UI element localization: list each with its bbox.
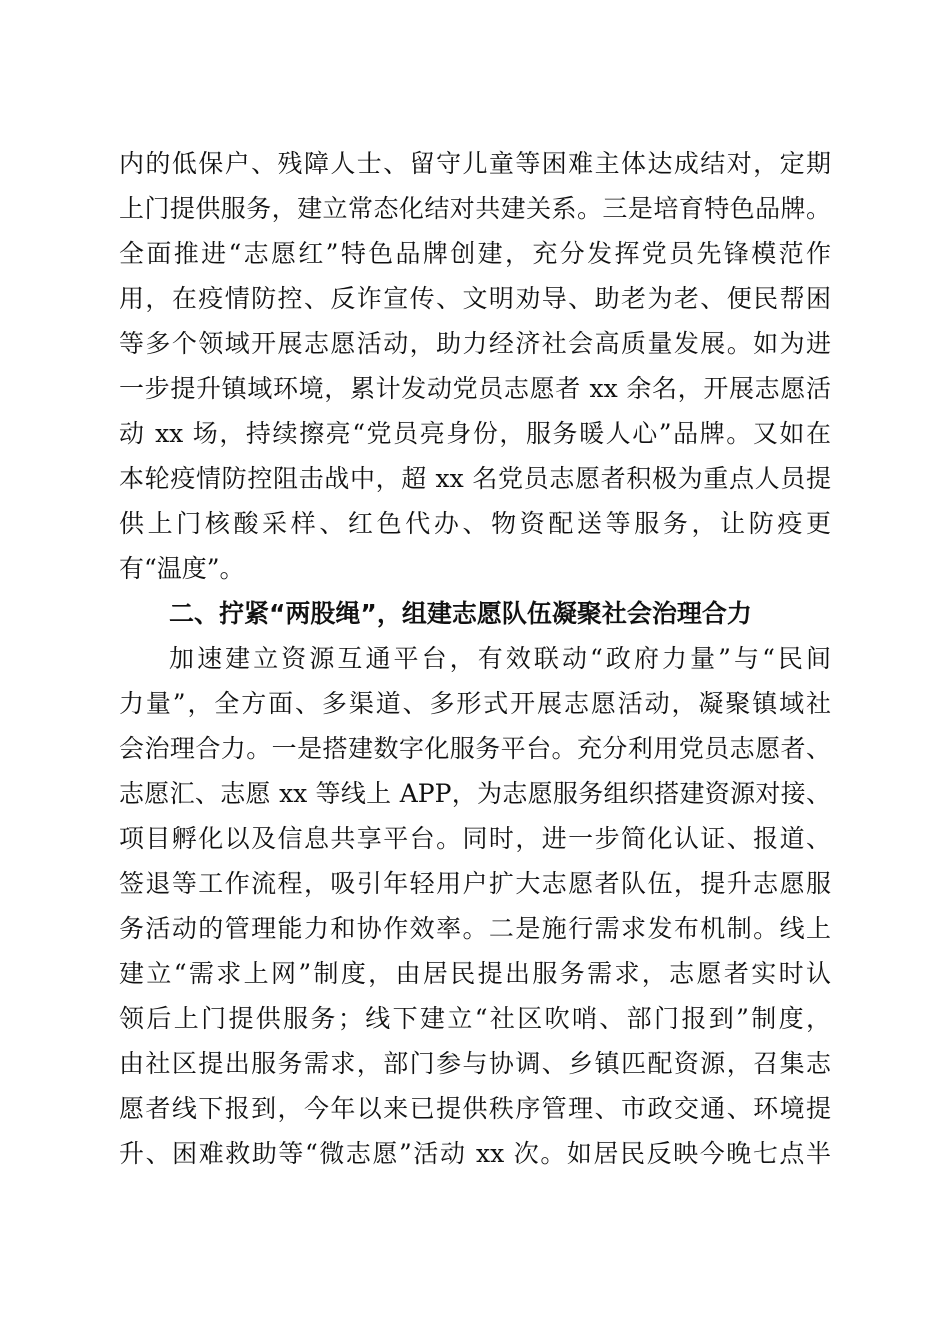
paragraph-1-line: 用，在疫情防控、反诈宣传、文明劝导、助老为老、便民帮困 [119, 284, 831, 313]
paragraph-1-line: 上门提供服务，建立常态化结对共建关系。三是培育特色品牌。 [119, 194, 831, 223]
paragraph-2-line: 愿者线下报到，今年以来已提供秩序管理、市政交通、环境提 [119, 1094, 831, 1123]
paragraph-1-line: 等多个领域开展志愿活动，助力经济社会高质量发展。如为进 [119, 329, 831, 358]
paragraph-2-line: 务活动的管理能力和协作效率。二是施行需求发布机制。线上 [119, 914, 831, 943]
paragraph-2-line: 加速建立资源互通平台，有效联动“政府力量”与“民间 [169, 644, 831, 673]
paragraph-2-line: 由社区提出服务需求，部门参与协调、乡镇匹配资源，召集志 [119, 1049, 831, 1078]
paragraph-1-line: 本轮疫情防控阻击战中，超 xx 名党员志愿者积极为重点人员提 [119, 464, 831, 493]
paragraph-2-line: 项目孵化以及信息共享平台。同时，进一步简化认证、报道、 [119, 824, 831, 853]
paragraph-2-line: 升、困难救助等“微志愿”活动 xx 次。如居民反映今晚七点半 [119, 1139, 831, 1168]
paragraph-1-line: 一步提升镇域环境，累计发动党员志愿者 xx 余名，开展志愿活 [119, 374, 831, 403]
paragraph-1-line: 内的低保户、残障人士、留守儿童等困难主体达成结对，定期 [119, 149, 831, 178]
paragraph-2-line: 签退等工作流程，吸引年轻用户扩大志愿者队伍，提升志愿服 [119, 869, 831, 898]
section-heading: 二、拧紧“两股绳”，组建志愿队伍凝聚社会治理合力 [169, 599, 752, 628]
paragraph-1-line: 有“温度”。 [119, 554, 245, 583]
paragraph-1-line: 动 xx 场，持续擦亮“党员亮身份，服务暖人心”品牌。又如在 [119, 419, 831, 448]
paragraph-2-line: 建立“需求上网”制度，由居民提出服务需求，志愿者实时认 [119, 959, 831, 988]
paragraph-2-line: 志愿汇、志愿 xx 等线上 APP，为志愿服务组织搭建资源对接、 [119, 779, 831, 808]
paragraph-1-line: 供上门核酸采样、红色代办、物资配送等服务，让防疫更 [119, 509, 831, 538]
paragraph-2-line: 会治理合力。一是搭建数字化服务平台。充分利用党员志愿者、 [119, 734, 831, 763]
paragraph-2-line: 力量”，全方面、多渠道、多形式开展志愿活动，凝聚镇域社 [119, 689, 831, 718]
paragraph-1-line: 全面推进“志愿红”特色品牌创建，充分发挥党员先锋模范作 [119, 239, 831, 268]
paragraph-2-line: 领后上门提供服务；线下建立“社区吹哨、部门报到”制度， [119, 1004, 831, 1033]
